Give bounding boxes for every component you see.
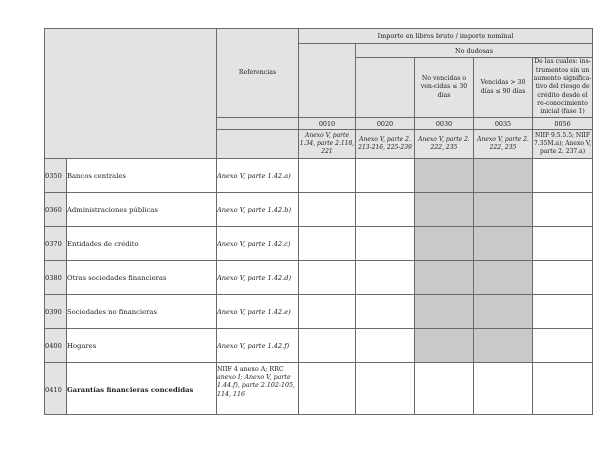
- cell-0030-shaded: [415, 159, 474, 193]
- financial-template-table: [44, 28, 593, 415]
- cell-0056[interactable]: [533, 363, 593, 415]
- cell-0035-shaded: [474, 261, 533, 295]
- col-code-0020: 0020: [356, 118, 415, 130]
- table-row: [45, 227, 593, 261]
- row-number: 0380: [45, 261, 67, 295]
- cell-0020[interactable]: [356, 227, 415, 261]
- cell-0020[interactable]: [356, 329, 415, 363]
- row-label: Bancos centrales: [67, 159, 217, 193]
- cell-0010[interactable]: [299, 295, 356, 329]
- row-number: 0370: [45, 227, 67, 261]
- col-ref-0030: Anexo V, parte 2. 222, 235: [415, 130, 474, 159]
- cell-0056[interactable]: [533, 159, 593, 193]
- cell-0056[interactable]: [533, 329, 593, 363]
- col-ref-0010: Anexo V, parte 1.34, parte 2.118, 221: [299, 130, 356, 159]
- table-row: [45, 329, 593, 363]
- col-ref-0056: NIIF 9.5.5.5; NIIF 7.35M.a); Anexo V, parte 2. 237.a): [533, 130, 593, 159]
- row-number: 0360: [45, 193, 67, 227]
- col-code-0035: 0035: [474, 118, 533, 130]
- col-code-0030: 0030: [415, 118, 474, 130]
- cell-0020[interactable]: [356, 363, 415, 415]
- cell-0020[interactable]: [356, 261, 415, 295]
- referencias-header: Referencias: [238, 68, 277, 76]
- cell-0035-shaded: [474, 193, 533, 227]
- table-row: [45, 193, 593, 227]
- cell-0010[interactable]: [299, 159, 356, 193]
- cell-0056[interactable]: [533, 261, 593, 295]
- cell-0010[interactable]: [299, 193, 356, 227]
- col-ref-0035: Anexo V, parte 2. 222, 235: [474, 130, 533, 159]
- cell-0020[interactable]: [356, 295, 415, 329]
- row-number: 0410: [45, 363, 67, 415]
- row-reference: Anexo V, parte 1.42.e): [217, 295, 299, 329]
- row-reference: Anexo V, parte 1.42.c): [217, 227, 299, 261]
- cell-0056[interactable]: [533, 295, 593, 329]
- col-0030-header: No vencidas o ven-cidas ≤ 30 días: [415, 58, 474, 118]
- cell-0010[interactable]: [299, 227, 356, 261]
- ref-row-blank: [217, 130, 299, 159]
- cell-0030-shaded: [415, 227, 474, 261]
- cell-0056[interactable]: [533, 227, 593, 261]
- row-label: Otras sociedades financieras: [67, 261, 217, 295]
- col-0035-header: Vencidas > 30 días ≤ 90 días: [474, 58, 533, 118]
- col-code-0056: 0056: [533, 118, 593, 130]
- cell-0035-shaded: [474, 329, 533, 363]
- row-label: Garantías financieras concedidas: [67, 363, 217, 415]
- table-row: [45, 261, 593, 295]
- row-label: Hogares: [67, 329, 217, 363]
- row-number: 0400: [45, 329, 67, 363]
- cell-0030-shaded: [415, 261, 474, 295]
- table-row: [45, 363, 593, 415]
- corner-cell: [45, 29, 217, 159]
- group-header: Importe en libros bruto / importe nominal: [299, 29, 593, 44]
- row-reference: [217, 363, 299, 415]
- row-reference: Anexo V, parte 1.42.b): [217, 193, 299, 227]
- row-number: 0390: [45, 295, 67, 329]
- cell-0035-shaded: [474, 227, 533, 261]
- row-reference-line1: NIIF 4 anexo A; RRC: [217, 366, 284, 373]
- row-reference: Anexo V, parte 1.42.a): [217, 159, 299, 193]
- cell-0020[interactable]: [356, 159, 415, 193]
- cell-0010[interactable]: [299, 261, 356, 295]
- col-0020-header: [356, 58, 415, 118]
- cell-0035-shaded: [474, 295, 533, 329]
- subgroup-header: No dudosas: [356, 44, 593, 58]
- table-row: [45, 295, 593, 329]
- col-0010-header: [299, 44, 356, 118]
- code-row-blank: [217, 118, 299, 130]
- row-reference: Anexo V, parte 1.42.d): [217, 261, 299, 295]
- col-0056-header: De las cuales: ins-trumentos sin un aumento significa-tivo del riesgo de crédito desde el re-conocimiento inicial (fase 1): [533, 58, 593, 118]
- cell-0020[interactable]: [356, 193, 415, 227]
- col-code-0010: 0010: [299, 118, 356, 130]
- cell-0030-shaded: [415, 329, 474, 363]
- row-reference: Anexo V, parte 1.42.f): [217, 329, 299, 363]
- cell-0056[interactable]: [533, 193, 593, 227]
- row-label: Administraciones públicas: [67, 193, 217, 227]
- row-reference-rest: anexo I; Anexo V, parte 1.44.f), parte 2.102-105, 114, 116: [217, 374, 296, 398]
- cell-0035[interactable]: [474, 363, 533, 415]
- row-number: 0350: [45, 159, 67, 193]
- cell-0030-shaded: [415, 193, 474, 227]
- table-row: [45, 159, 593, 193]
- cell-0035-shaded: [474, 159, 533, 193]
- referencias-header-cell: [217, 29, 299, 118]
- cell-0030-shaded: [415, 295, 474, 329]
- col-ref-0020: Anexo V, parte 2. 213-216, 225-239: [356, 130, 415, 159]
- row-label: Sociedades no financieras: [67, 295, 217, 329]
- cell-0010[interactable]: [299, 363, 356, 415]
- row-label: Entidades de crédito: [67, 227, 217, 261]
- cell-0010[interactable]: [299, 329, 356, 363]
- cell-0030[interactable]: [415, 363, 474, 415]
